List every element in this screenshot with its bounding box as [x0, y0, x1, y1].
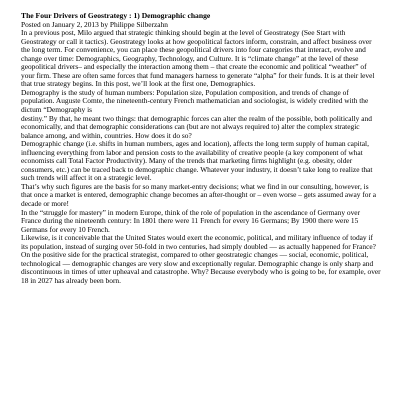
article: [21, 12, 381, 286]
article-title: The Four Drivers of Geostrategy : 1) Demographic change: [21, 11, 211, 20]
paragraph-demographic-change: Demographic change (i.e. shifts in human numbers, ages and location), affects the long term supply of human capital, influencing everything from labor and pension costs to the availability of creative people (a key component of what economists call Total Factor Productivity). Many of the trends that marketing firms highlight (e.g. obesity, older consumers, etc.) can be traced back to demographic change. Whatever your industry, it doesn’t take long to realize that such trends will affect it on a strategic level.: [21, 139, 373, 183]
post-meta: Posted on January 2, 2013 by Philippe Silberzahn: [21, 19, 168, 29]
paragraph-destiny: destiny.” By that, he meant two things: that demographic forces can alter the realm of the possible, both politically and economically, and that demographic considerations can (but are not always required to) alter the complex strategic balance among, and within, countries. How does it do so?: [21, 113, 372, 140]
paragraph-united-states-example: Likewise, is it conceivable that the United States would exert the economic, political, and military influence of today if its population, instead of surging over 50-fold in two centuries, had simply doubled — as actually happened for France? On the positive side for the practical strategist, compared to other geostrategic changes — social, economic, political, technological — demographic changes are very slow and exceptionally regular. Demographic change is only sharp and discontinuous in times of utter upheaval and catastrophe. Why? Because everybody who is going to be, for example, over 18 in 2027 has already been born.: [21, 233, 381, 285]
paragraph-europe-example: In the “struggle for mastery” in modern Europe, think of the role of population in the ascendance of Germany over France during the nineteenth century: In 1801 there were 11 French for every 16 Germans; By 1900 there were 15 Germans for every 10 French.: [21, 207, 361, 234]
paragraph-market-entry: That’s why such figures are the basis for so many market-entry decisions; what we find in our consulting, however, is that once a market is entered, demographic change becomes an after-thought or – even worse – gets assumed away for a decade or more!: [21, 181, 377, 209]
paragraph-demography-definition: Demography is the study of human numbers: Population size, Population composition, and trends of change of population. Auguste Comte, the nineteenth-century French mathematician and sociologist, is widely credited with the dictum “Demography is: [21, 87, 369, 115]
paragraph-intro: In a previous post, Milo argued that strategic thinking should begin at the level of Geostrategy (See Start with Geostrategy or call it tactics). Geostrategy looks at how geopolitical factors inform, constrain, and affect business over the long term. For convenience, you can place these geopolitical drivers into four categories that interact, evolve and change over time: Demographics, Geography, Technology, and Culture. It is “climate change” at the level of these geopolitical drivers– and especially the interaction among them – that create the economic and political “weather” of your firm. These are often same forces that fund managers harness to generate “alpha” for their funds. It is at their level that true strategy begins. In this post, we’ll look at the first one, Demographics.: [21, 28, 375, 89]
